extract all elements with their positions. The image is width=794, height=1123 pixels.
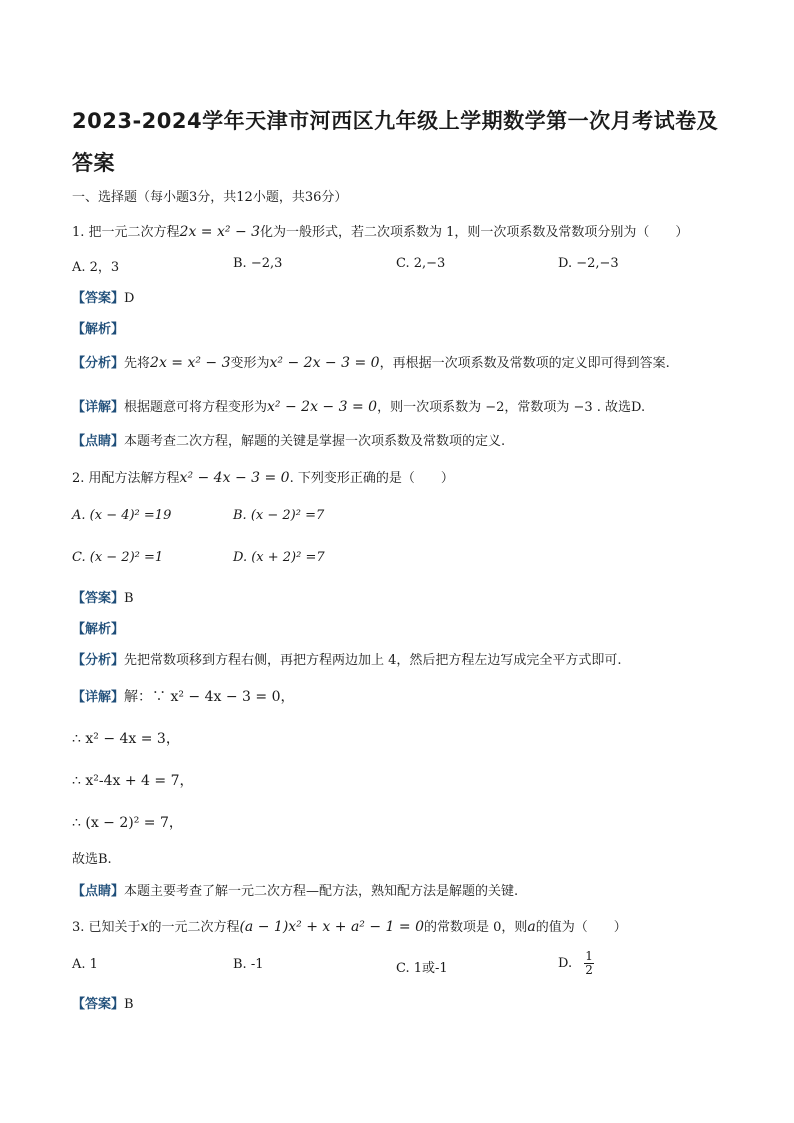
document-title: 2023-2024学年天津市河西区九年级上学期数学第一次月考试卷及答案	[72, 109, 719, 175]
q2-option-b: B. (x − 2)² =7	[233, 508, 325, 523]
q2-analysis-heading	[72, 618, 124, 637]
q3-answer	[72, 993, 134, 1012]
q3-mid: 的一元二次方程	[148, 920, 240, 935]
question-2	[72, 467, 454, 486]
xiangjie-tag: 【详解】	[72, 690, 125, 705]
section-heading: 一、选择题（每小题3分，共12小题，共36分）	[72, 190, 348, 205]
q1-prefix: 1. 把一元二次方程	[72, 225, 180, 240]
fraction-numerator: 1	[585, 949, 593, 963]
fraction-denominator: 2	[585, 963, 593, 977]
q2-equation: x² − 4x − 3 = 0	[179, 470, 290, 486]
q2-step-3: ∴ (x − 2)² = 7，	[72, 815, 183, 831]
q2-xiangjie-text: 解：∵ x² − 4x − 3 = 0，	[124, 689, 295, 705]
dianjing-tag: 【点睛】	[72, 434, 125, 449]
q2-xiangjie	[72, 686, 294, 706]
q2-step-1: ∴ x² − 4x = 3，	[72, 731, 180, 747]
q1-equation: 2x = x² − 3	[179, 224, 261, 240]
q2-option-d: D. (x + 2)² =7	[233, 550, 325, 565]
q1-option-d: D. −2,−3	[558, 256, 619, 271]
question-3	[72, 916, 627, 935]
q3-option-b: B. -1	[233, 957, 264, 972]
q3-mid2: 的常数项是 0，则	[423, 920, 528, 935]
q2-fenxi	[72, 649, 622, 668]
q2-option-a: A. (x − 4)² =19	[72, 508, 172, 523]
q1-option-b: B. −2,3	[233, 256, 283, 271]
q3-equation: (a − 1)x² + x + a² − 1 = 0	[239, 919, 424, 935]
analysis-tag: 【解析】	[72, 322, 125, 337]
q1-analysis-heading	[72, 318, 124, 337]
q2-option-c: C. (x − 2)² =1	[72, 550, 164, 565]
q2-step-2: ∴ x²-4x + 4 = 7，	[72, 773, 194, 789]
q1-xiangjie	[72, 396, 645, 415]
q1-xiangjie-eq: x² − 2x − 3 = 0	[267, 399, 378, 415]
q3-option-c: C. 1或-1	[396, 961, 448, 976]
fenxi-tag: 【分析】	[72, 653, 125, 668]
q1-fenxi	[72, 352, 670, 371]
q1-fenxi-eq2: x² − 2x − 3 = 0	[269, 355, 380, 371]
q2-conclusion: 故选B.	[72, 852, 112, 867]
q2-fenxi-text: 先把常数项移到方程右侧，再把方程两边加上 4，然后把方程左边写成完全平方式即可.	[124, 653, 622, 668]
answer-tag: 【答案】	[72, 591, 125, 606]
q2-dianjing-text: 本题主要考查了解一元二次方程—配方法，熟知配方法是解题的关键.	[124, 884, 519, 899]
q3-var-x: x	[140, 919, 149, 935]
q3-suffix: 的值为（ ）	[535, 920, 627, 935]
q3-option-d-label: D.	[558, 956, 573, 971]
answer-tag: 【答案】	[72, 291, 125, 306]
xiangjie-tag: 【详解】	[72, 400, 125, 415]
q3-option-a: A. 1	[72, 957, 98, 972]
q3-option-d	[558, 950, 594, 977]
q1-option-a: A. 2，3	[72, 260, 120, 275]
dianjing-tag: 【点睛】	[72, 884, 125, 899]
q2-answer	[72, 587, 134, 606]
q1-option-c: C. 2,−3	[396, 256, 446, 271]
q1-fenxi-eq1: 2x = x² − 3	[150, 355, 231, 371]
q1-dianjing-text: 本题考查二次方程，解题的关键是掌握一次项系数及常数项的定义.	[124, 434, 506, 449]
question-1	[72, 221, 688, 240]
q2-answer-value: B	[124, 591, 134, 606]
q1-answer	[72, 287, 134, 306]
fenxi-tag: 【分析】	[72, 356, 125, 371]
q3-answer-value: B	[124, 997, 134, 1012]
answer-tag: 【答案】	[72, 997, 125, 1012]
q1-xiangjie-text-a: 根据题意可将方程变形为	[124, 400, 268, 415]
q1-fenxi-text-b: 变形为	[230, 356, 270, 371]
analysis-tag: 【解析】	[72, 622, 125, 637]
q3-var-a: a	[527, 919, 536, 935]
q1-suffix: 化为一般形式，若二次项系数为 1，则一次项系数及常数项分别为（ ）	[260, 225, 689, 240]
q3-option-d-fraction	[584, 950, 594, 977]
q1-xiangjie-text-b: ，则一次项系数为 −2，常数项为 −3 . 故选D.	[377, 400, 646, 415]
q1-fenxi-text-c: ，再根据一次项系数及常数项的定义即可得到答案.	[379, 356, 670, 371]
q1-fenxi-text-a: 先将	[124, 356, 151, 371]
q1-answer-value: D	[124, 291, 135, 306]
q2-prefix: 2. 用配方法解方程	[72, 471, 180, 486]
q2-suffix: . 下列变形正确的是（ ）	[289, 471, 454, 486]
q1-dianjing	[72, 430, 505, 449]
q2-dianjing	[72, 880, 518, 899]
q3-prefix: 3. 已知关于	[72, 920, 141, 935]
